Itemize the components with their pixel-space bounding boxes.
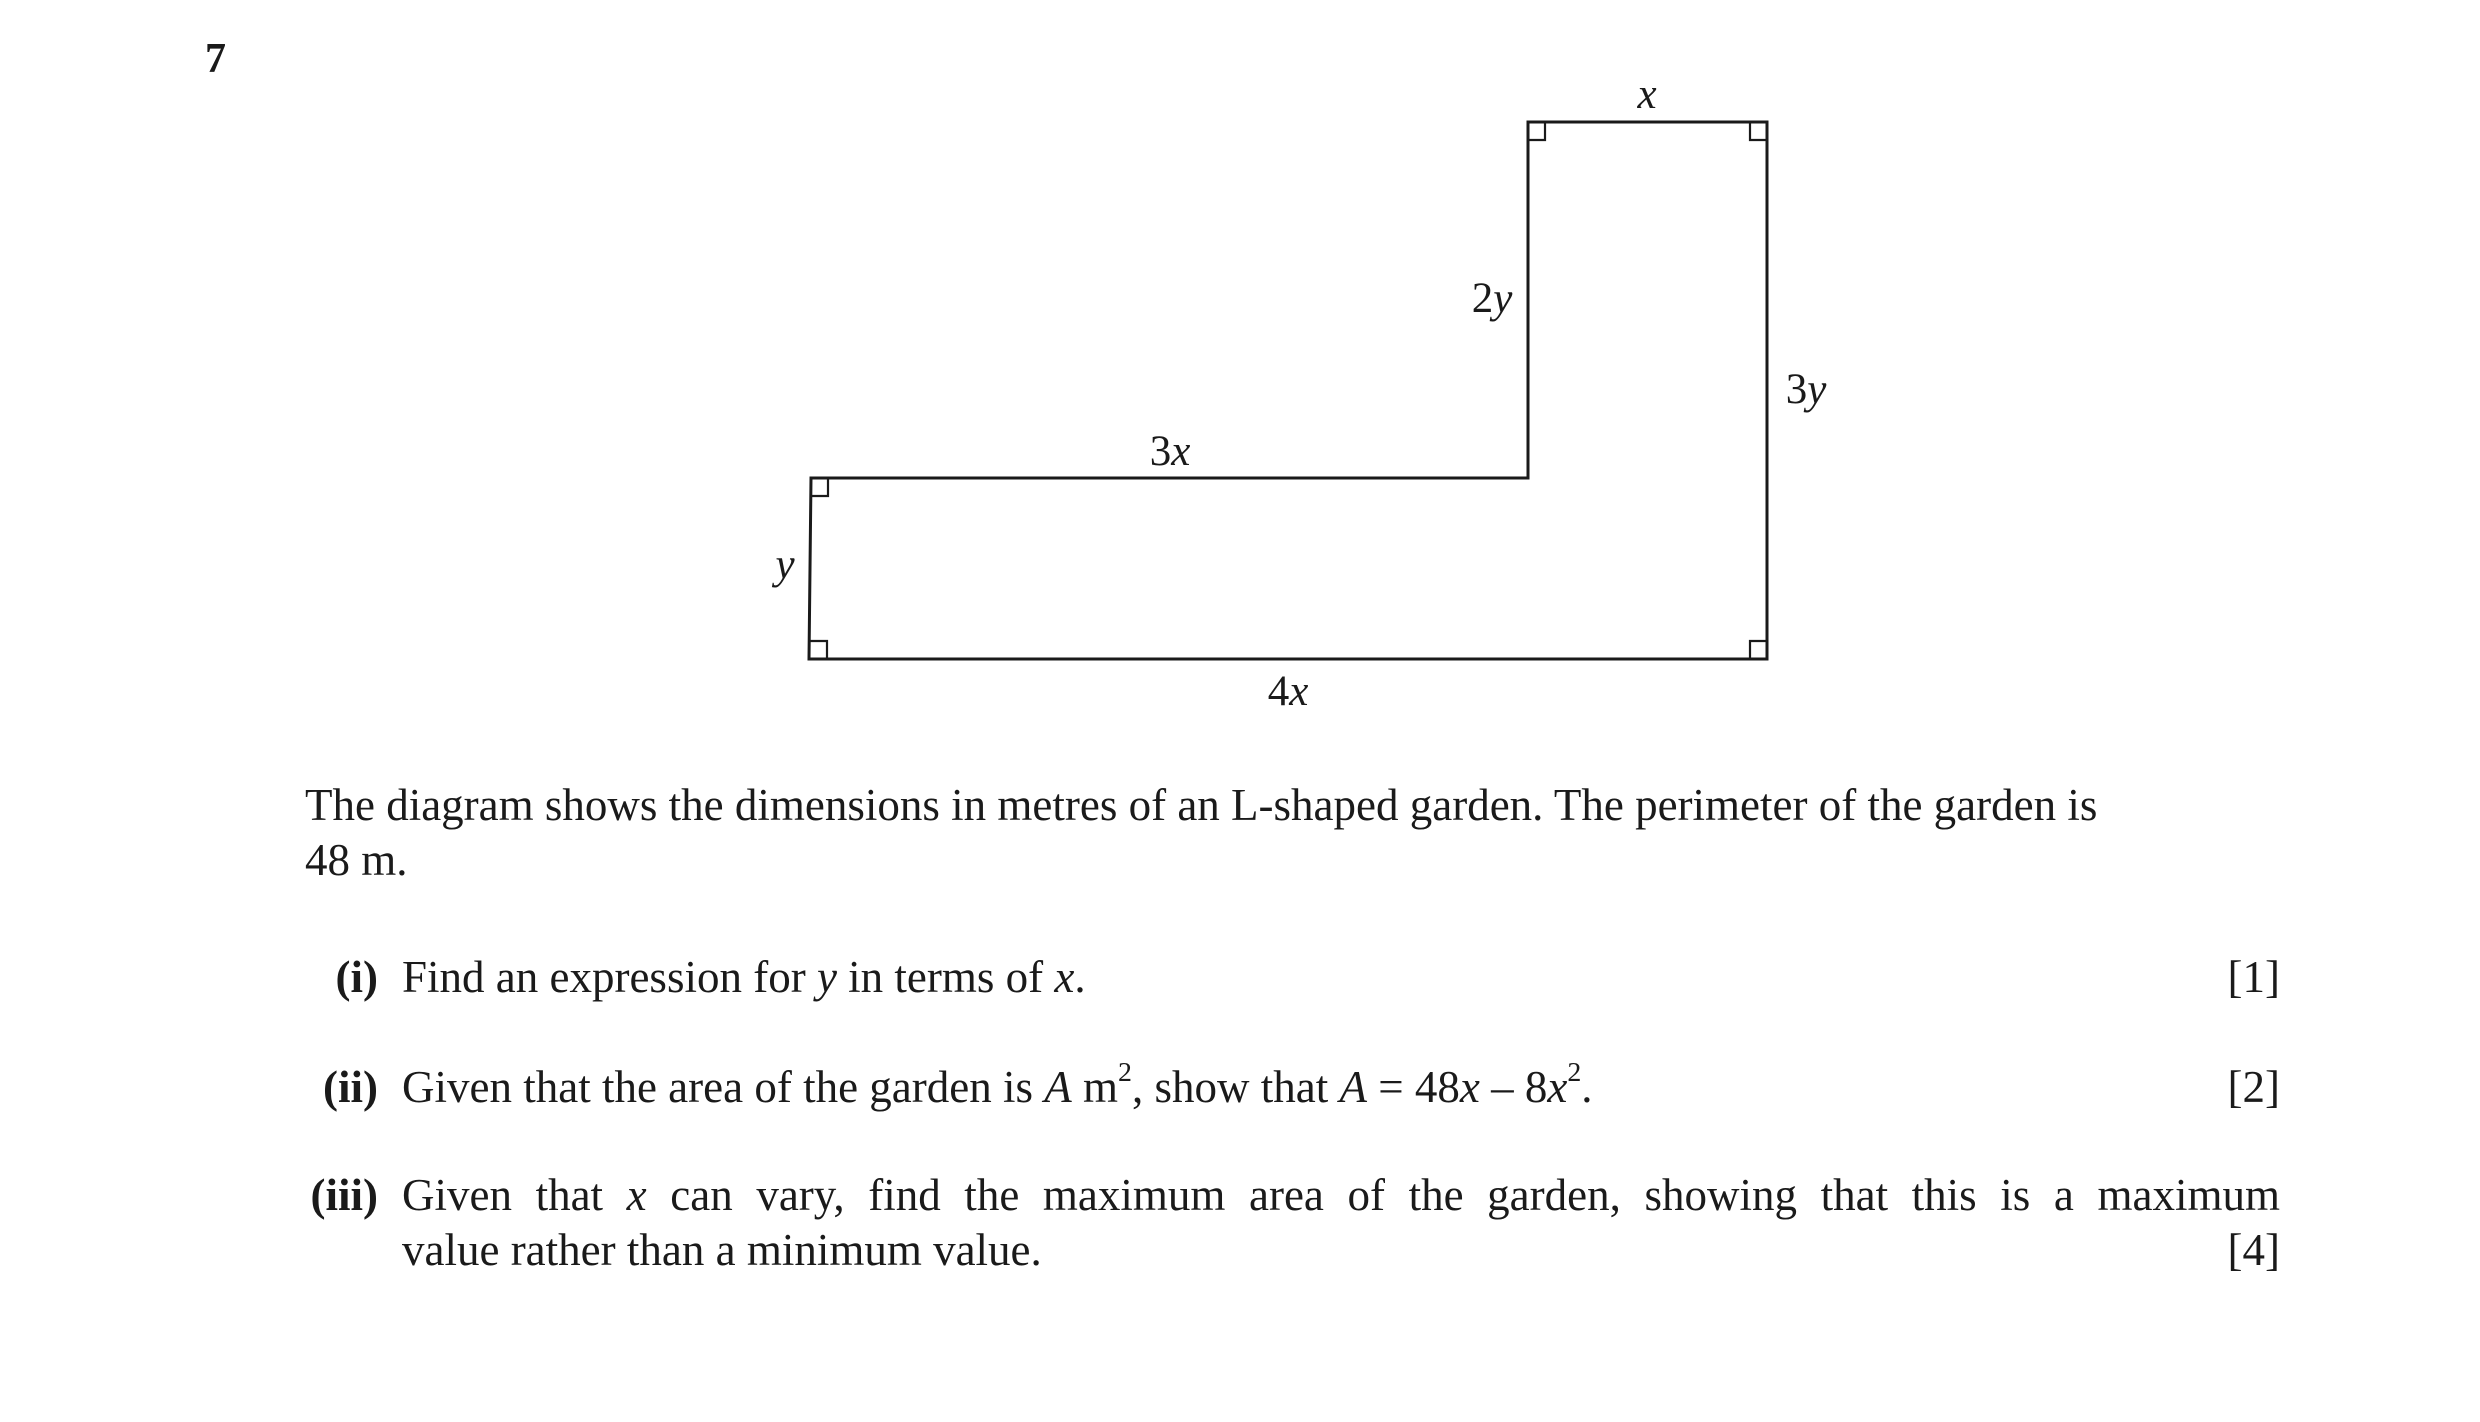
label-bottom-4x: 4x [1267, 668, 1309, 715]
intro-text-b: 48 m. [305, 835, 408, 885]
right-angle-marker-bottom-right [1750, 641, 1767, 659]
intro-text-a: The diagram shows the dimensions in metres of an L-shaped garden. The perimeter of the garden is [305, 780, 2098, 830]
label-top-x: x [1637, 71, 1657, 118]
part-text: Given that the area of the garden is A $m^2$, show that $A = 48x - 8x^2$. [402, 1057, 1593, 1112]
marks-label: [2] [2227, 1062, 2280, 1112]
intro-paragraph [305, 778, 2280, 888]
right-angle-marker-top-left [1528, 122, 1545, 140]
part-label: (i) [335, 952, 378, 1002]
right-angle-marker-bottom-left [810, 641, 827, 659]
marks-label: [1] [2227, 952, 2280, 1002]
label-left-y: y [775, 541, 795, 588]
garden-outline [809, 122, 1767, 659]
marks-label: [4] [2227, 1225, 2280, 1275]
label-right-3y: 3y [1785, 366, 1827, 413]
question-number: 7 [205, 36, 226, 82]
label-inner-vertical-2y: 2y [1471, 275, 1513, 322]
right-angle-marker-upper-left [811, 478, 828, 496]
part-label: (ii) [323, 1062, 378, 1112]
part-text: Given that x can vary, find the maximum area of the garden, showing that this is a maximum value rather than a minimum value. [4] [402, 1168, 2280, 1278]
label-upper-horizontal-3x: 3x [1149, 428, 1191, 475]
part-label: (iii) [310, 1170, 378, 1220]
right-angle-marker-top-right [1750, 122, 1767, 140]
part-text: Find an expression for y in terms of x. [402, 952, 1086, 1002]
